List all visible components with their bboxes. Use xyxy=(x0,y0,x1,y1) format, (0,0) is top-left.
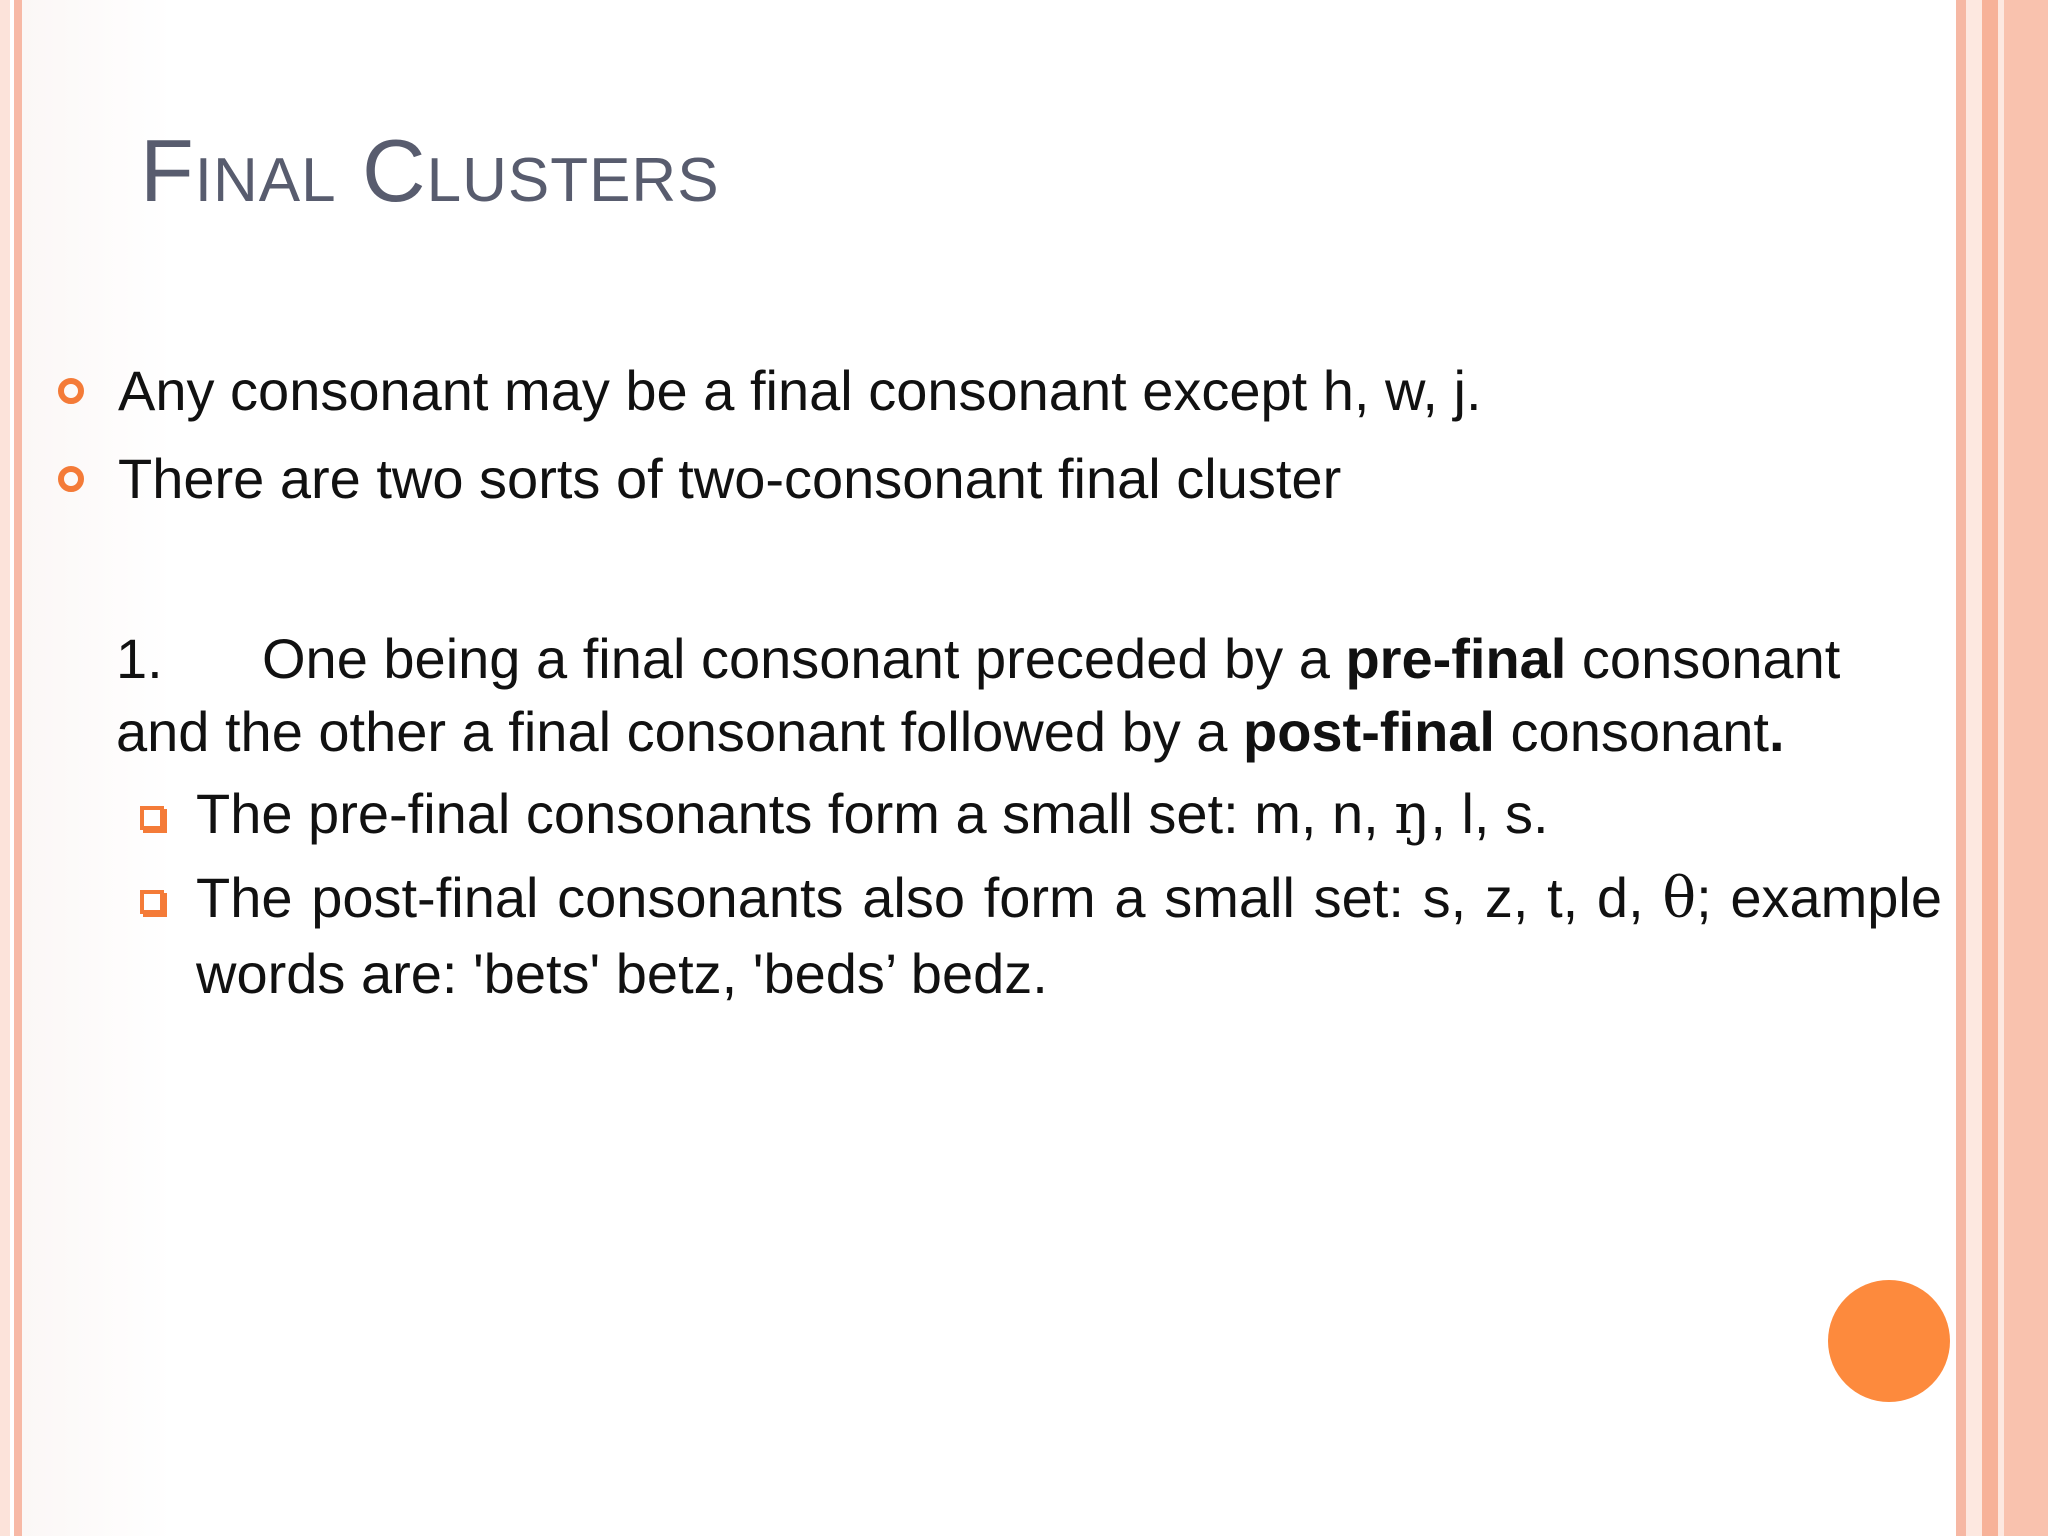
numbered-item xyxy=(116,622,1946,768)
right-border-band xyxy=(1982,0,1998,1536)
sub-bullet-text xyxy=(196,776,1549,852)
postfinal-term: post-final xyxy=(1243,700,1495,763)
decorative-circle xyxy=(1828,1280,1950,1402)
sub-bullet-text xyxy=(196,860,1942,1011)
sub-bullet-text-part: The post-final consonants also form a small set: s, z, t, d, xyxy=(196,866,1663,929)
left-border-stripe-accent xyxy=(14,0,22,1536)
prefinal-term: pre-final xyxy=(1345,627,1567,690)
item-number: 1. xyxy=(116,627,163,690)
bullet-text: There are two sorts of two-consonant final cluster xyxy=(118,447,1342,510)
sub-bullet-item xyxy=(140,776,1549,852)
slide-title: Final Clusters xyxy=(140,121,720,220)
right-border-band xyxy=(1966,0,1982,1536)
left-border-stripe xyxy=(0,0,10,1536)
item-text: One being a final consonant preceded by a xyxy=(262,627,1346,690)
sub-bullet-text-part: The pre-final consonants form a small set: m, n, xyxy=(196,782,1395,845)
item-text: consonant xyxy=(1494,700,1769,763)
right-border-band xyxy=(1956,0,1966,1536)
theta-symbol: θ xyxy=(1662,866,1697,931)
bullet-item xyxy=(58,446,1341,511)
bullet-text: Any consonant may be a final consonant except h, w, j. xyxy=(118,359,1482,422)
sub-bullet-text-part: , l, s. xyxy=(1430,782,1549,845)
eng-symbol: ŋ xyxy=(1394,782,1431,847)
item-period: . xyxy=(1768,700,1785,763)
square-bullet-icon xyxy=(140,890,164,914)
square-bullet-icon xyxy=(140,806,164,830)
ring-bullet-icon xyxy=(58,378,84,404)
item-text: consonant and the other a final consonant followed by a xyxy=(116,627,1841,763)
right-border-band xyxy=(2004,0,2048,1536)
bullet-item xyxy=(58,358,1482,423)
ring-bullet-icon xyxy=(58,466,84,492)
sub-bullet-text-part: ; example words are: 'bets' betz, 'beds’ bedz. xyxy=(196,866,1942,1005)
left-border-fade xyxy=(22,0,172,1536)
sub-bullet-item xyxy=(140,860,1942,1011)
